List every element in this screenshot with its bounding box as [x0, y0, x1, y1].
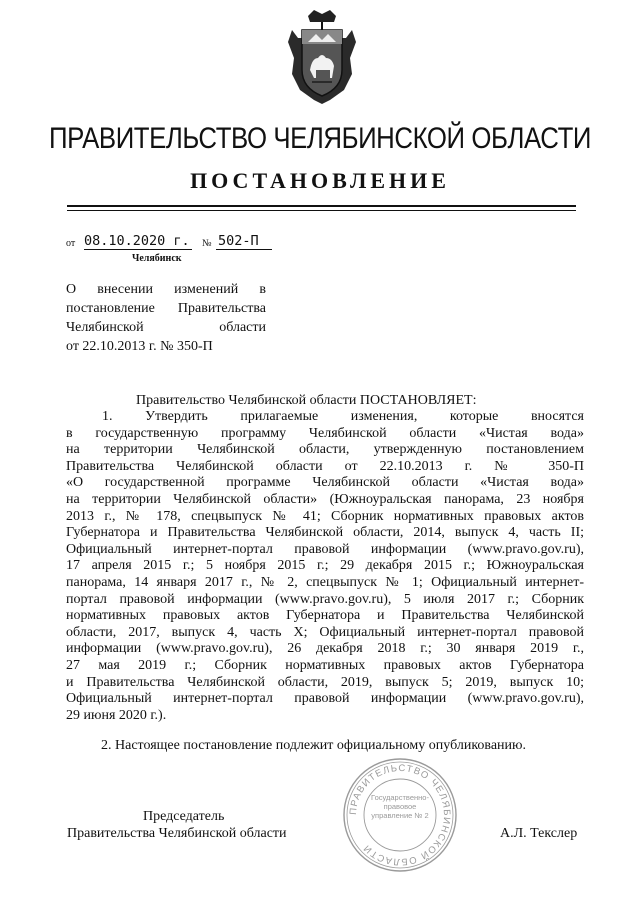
- official-round-seal-icon: [342, 757, 458, 873]
- body-line: на территории Челябинской области» (Южноуральская панорама, 23 ноября: [66, 491, 584, 507]
- body-line: Официальный интернет-портал правовой информации (www.pravo.gov.ru),: [66, 541, 584, 557]
- header-rule-thin: [67, 210, 576, 211]
- date-prefix: от: [66, 238, 76, 249]
- body-line: Губернатора и Правительства Челябинской области, 2014, выпуск 4, часть II;: [66, 525, 584, 541]
- header-rule-thick: [67, 205, 576, 207]
- body-line: в государственную программу Челябинской области «Чистая вода»: [66, 425, 584, 441]
- subject-line: О внесении изменений в: [66, 282, 266, 297]
- document-subject: [66, 280, 266, 356]
- document-number: 502-П: [218, 233, 259, 249]
- body-line: 27 мая 2019 г.; Сборник нормативных правовых актов Губернатора: [66, 657, 584, 673]
- body-line: 29 июня 2020 г.).: [66, 707, 167, 723]
- signatory-role-line2: Правительства Челябинской области: [67, 826, 287, 841]
- body-line: панорама, 14 января 2017 г., № 2, спецвыпуск № 1; Официальный интернет-: [66, 574, 584, 590]
- body-line: области, 2017, выпуск 4, часть X; Официальный интернет-портал правовой: [66, 624, 584, 640]
- subject-line: Челябинской области: [66, 320, 266, 335]
- subject-line: постановление Правительства: [66, 301, 266, 316]
- preamble: Правительство Челябинской области ПОСТАНОВЛЯЕТ:: [136, 393, 477, 408]
- body-line: портал правовой информации (www.pravo.gov.ru), 5 июля 2017 г.; Сборник: [66, 591, 584, 607]
- seal-ring-text: ПРАВИТЕЛЬСТВО ЧЕЛЯБИНСКОЙ ОБЛАСТИ: [347, 762, 453, 868]
- point-2: 2. Настоящее постановление подлежит официальному опубликованию.: [101, 738, 526, 753]
- seal-center-text: Государственно-правовое управление № 2: [371, 793, 429, 820]
- body-line: на территории Челябинской области, утвержденную постановлением: [66, 442, 584, 458]
- body-line: информации (www.pravo.gov.ru), 26 декабря 2018 г.; 30 января 2019 г.,: [66, 641, 584, 657]
- signatory-role-line1: Председатель: [143, 809, 225, 824]
- body-line: Правительства Челябинской области от 22.10.2013 г. № 350-П: [66, 458, 584, 474]
- city-name: Челябинск: [132, 253, 182, 264]
- body-line: «О государственной программе Челябинской области «Чистая вода»: [66, 475, 584, 491]
- point-1: [66, 409, 584, 724]
- organization-title: ПРАВИТЕЛЬСТВО ЧЕЛЯБИНСКОЙ ОБЛАСТИ: [48, 122, 592, 155]
- body-line: Официальный интернет-портал правовой информации (www.pravo.gov.ru),: [66, 691, 584, 707]
- body-line: и Правительства Челябинской области, 2019, выпуск 5; 2019, выпуск 10;: [66, 674, 584, 690]
- body-line: 1. Утвердить прилагаемые изменения, которые вносятся: [102, 409, 584, 424]
- subject-line: от 22.10.2013 г. № 350-П: [66, 339, 213, 354]
- date-underline: [84, 249, 192, 250]
- document-date: 08.10.2020 г.: [84, 233, 190, 249]
- body-line: 17 апреля 2015 г.; 5 ноября 2015 г.; 29 декабря 2015 г.; Южноуральская: [66, 558, 584, 574]
- number-prefix: №: [202, 238, 212, 249]
- body-line: 2013 г., № 178, спецвыпуск № 41; Сборник нормативных правовых актов: [66, 508, 584, 524]
- document-type: ПОСТАНОВЛЕНИЕ: [190, 168, 450, 193]
- number-underline: [216, 249, 272, 250]
- signatory-name: А.Л. Текслер: [500, 826, 578, 841]
- body-line: нормативных правовых актов Губернатора и Правительства Челябинской: [66, 608, 584, 624]
- registration-line: [66, 233, 306, 253]
- chelyabinsk-coat-of-arms-icon: [286, 8, 358, 106]
